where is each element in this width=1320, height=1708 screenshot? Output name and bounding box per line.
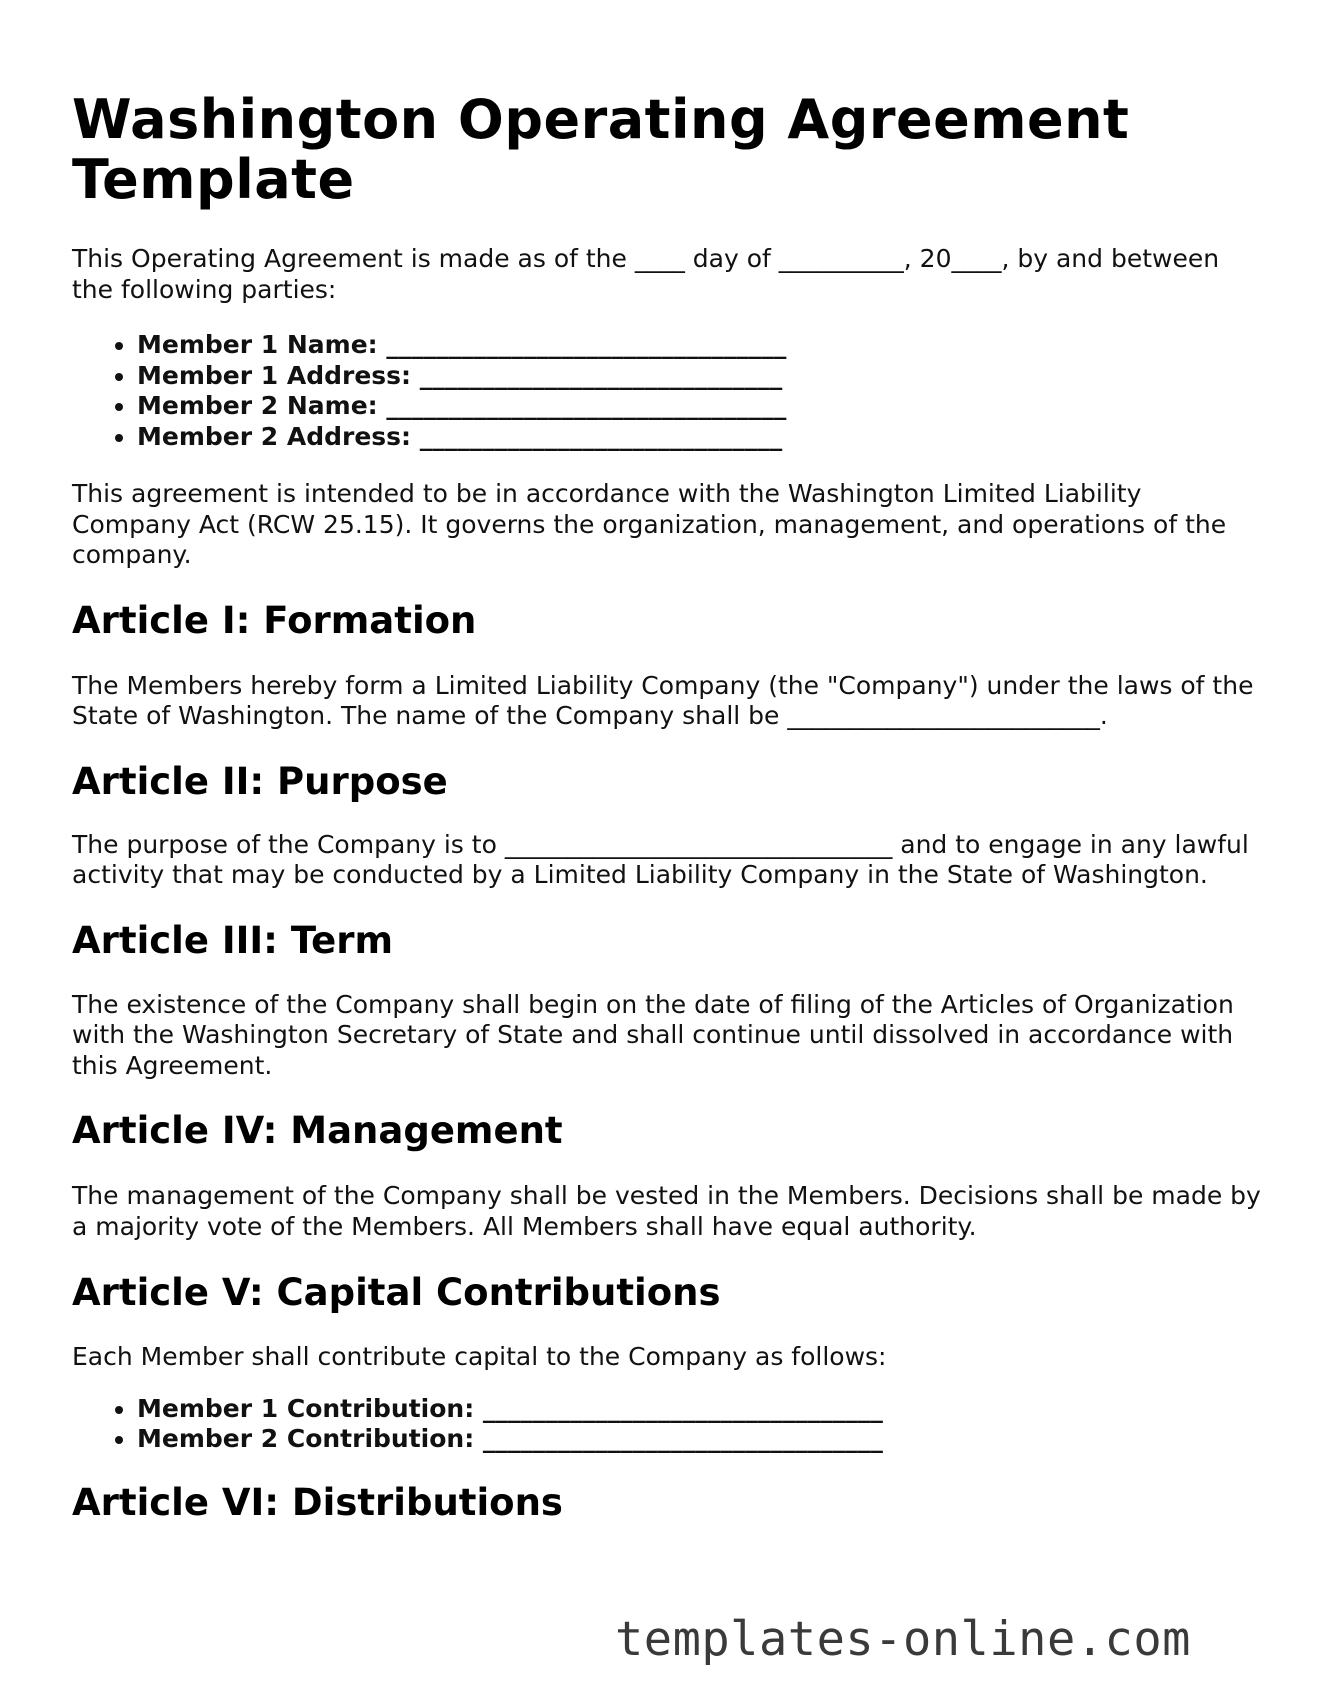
list-item: • Member 1 Contribution: ________________________________ xyxy=(137,1394,1262,1425)
document-page xyxy=(72,90,1262,1524)
list-item: • Member 2 Name: ________________________________ xyxy=(137,391,1262,422)
article-heading: Article VI: Distributions xyxy=(72,1480,563,1524)
article-text: The management of the Company shall be vested in the Members. Decisions shall be made by a majority vote of the Members. All Members shall have equal authority. xyxy=(72,1181,1261,1241)
article-heading: Article I: Formation xyxy=(72,598,477,642)
list-item: • Member 2 Address: _____________________________ xyxy=(137,422,1262,453)
article-heading: Article V: Capital Contributions xyxy=(72,1271,721,1314)
article-text: The existence of the Company shall begin on the date of filing of the Articles of Organization with the Washington Secretary of State and shall continue until dissolved in accordance with this Agreement. xyxy=(72,989,1234,1080)
contributions-list xyxy=(72,1394,1262,1455)
article-heading: Article IV: Management xyxy=(72,1109,563,1152)
list-item: • Member 1 Name: ________________________________ xyxy=(137,330,1262,361)
watermark: templates-online.com xyxy=(615,1612,1191,1667)
document-title: Washington Operating Agreement Template xyxy=(72,88,1130,211)
article-heading: Article III: Term xyxy=(72,918,394,962)
article-text: The Members hereby form a Limited Liability Company (the "Company") under the laws of the State of Washington. The name of the Company shall be _________________________. xyxy=(72,670,1254,730)
list-item: • Member 2 Contribution: ________________________________ xyxy=(137,1424,1262,1455)
article-text: The purpose of the Company is to _______________________________ and to engage in any lawful activity that may be conducted by a Limited Liability Company in the State of Washington. xyxy=(72,829,1249,889)
article-heading: Article II: Purpose xyxy=(72,759,448,803)
list-item: • Member 1 Address: _____________________________ xyxy=(137,361,1262,392)
act-paragraph: This agreement is intended to be in accordance with the Washington Limited Liability Company Act (RCW 25.15). It governs the organization, management, and operations of the company. xyxy=(72,479,1227,569)
intro-paragraph: This Operating Agreement is made as of the ____ day of __________, 20____, by and between the following parties: xyxy=(72,244,1220,304)
article-text: Each Member shall contribute capital to the Company as follows: xyxy=(72,1342,887,1371)
members-list xyxy=(72,330,1262,452)
